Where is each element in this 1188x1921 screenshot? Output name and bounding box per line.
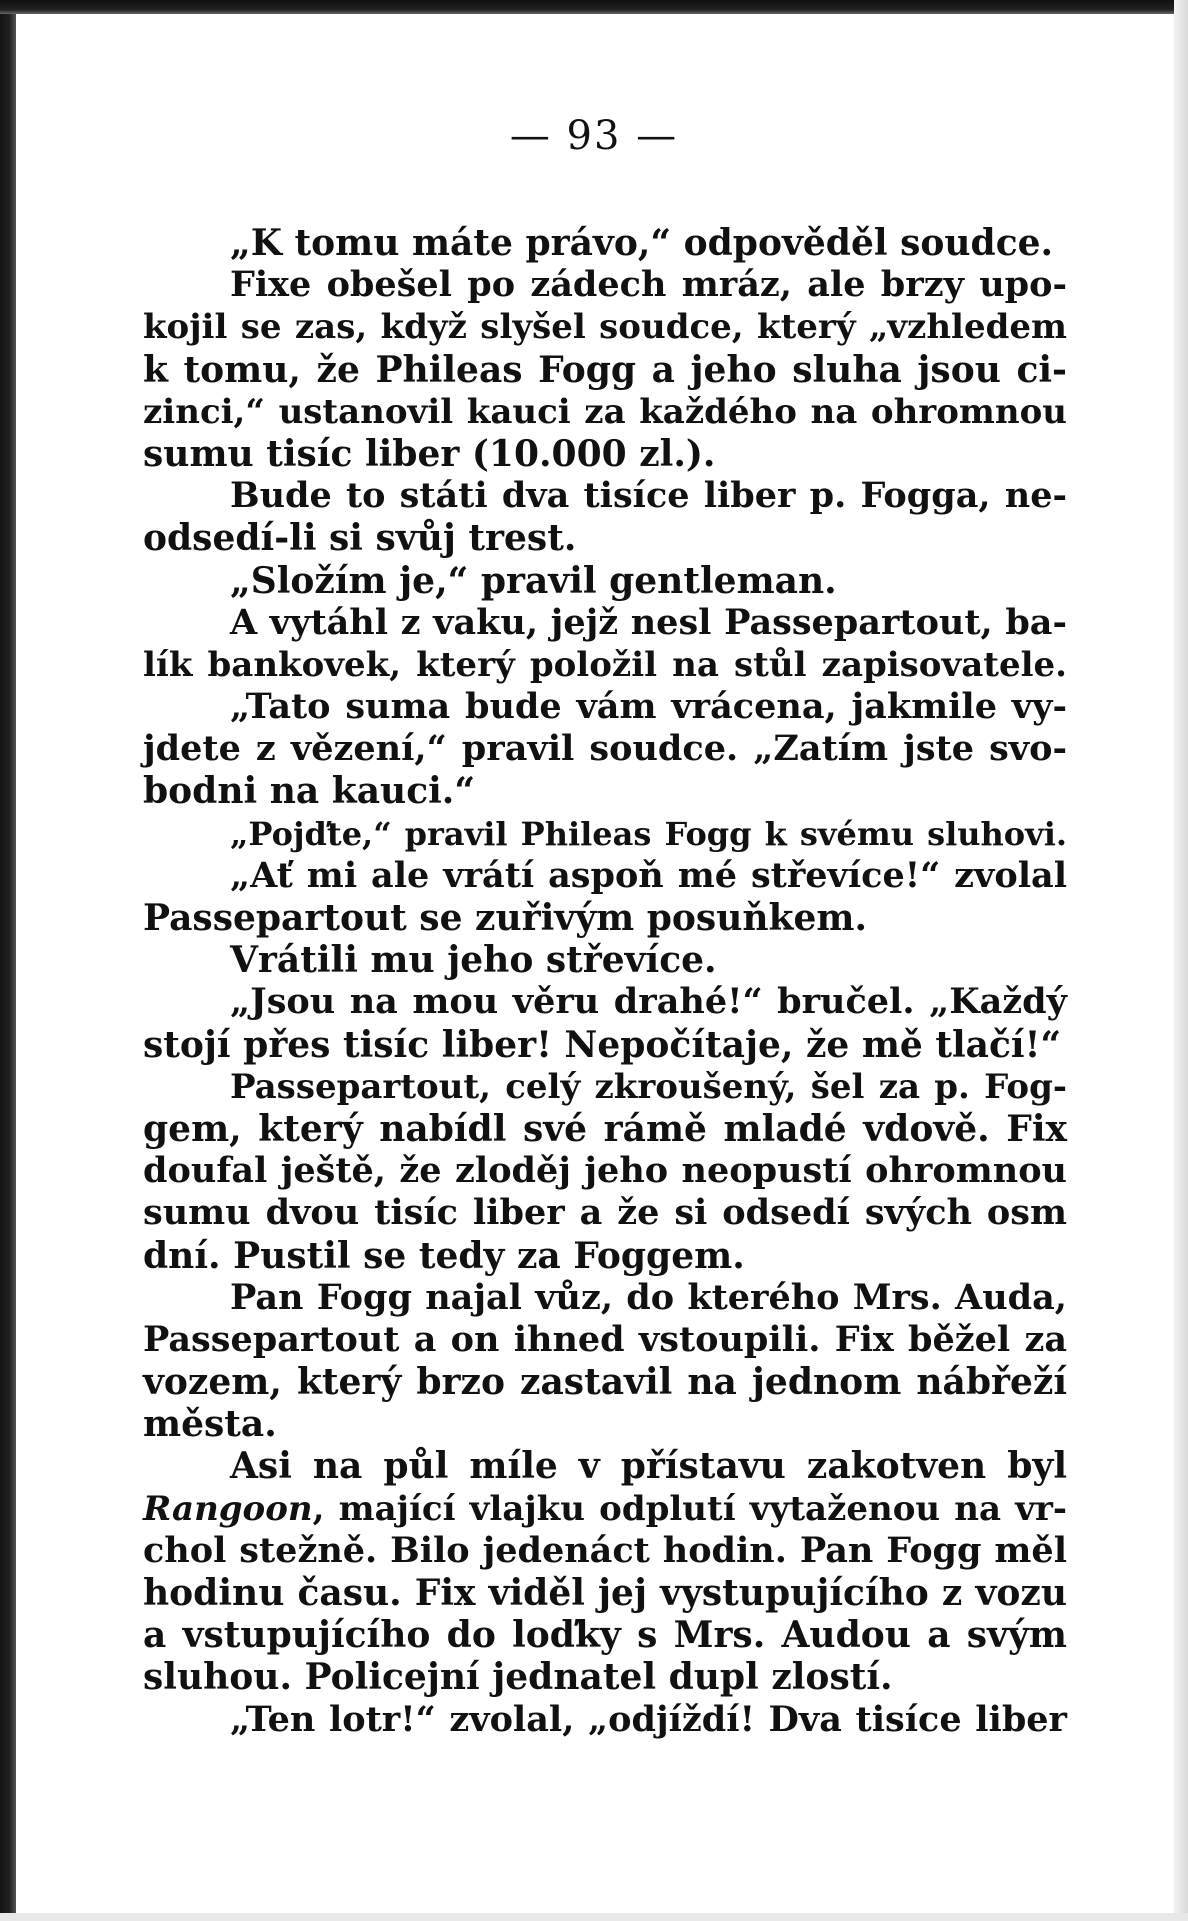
text-line: „K tomu máte právo,“ odpověděl soudce. bbox=[230, 222, 1054, 264]
text-line: Pan Fogg najal vůz, do kterého Mrs. Auda, bbox=[230, 1276, 1067, 1318]
text-line: Passepartout se zuřivým posuňkem. bbox=[143, 897, 868, 939]
text-line: Passepartout a on ihned vstoupili. Fix běžel za bbox=[143, 1318, 1067, 1360]
text-line: Bude to státi dva tisíce liber p. Fogga, ne- bbox=[230, 475, 1067, 517]
ship-name: Rangoon bbox=[143, 1488, 313, 1529]
body-text bbox=[143, 222, 1067, 1741]
page-number: — 93 — bbox=[509, 113, 679, 159]
text-line: Passepartout, celý zkroušený, šel za p. Fog- bbox=[230, 1066, 1067, 1107]
text-line: „Ten lotr!“ zvolal, „odjíždí! Dva tisíce liber bbox=[230, 1698, 1067, 1740]
text-line: „Jsou na mou věru drahé!“ bručel. „Každý bbox=[230, 981, 1067, 1023]
page-edge-right bbox=[1174, 0, 1188, 1921]
text-line: vozem, který brzo zastavil na jednom nábřeží bbox=[143, 1361, 1067, 1404]
text-line: „Tato suma bude vám vrácena, jakmile vy- bbox=[230, 686, 1067, 728]
text-line: „Složím je,“ pravil gentleman. bbox=[230, 559, 837, 602]
text-line: k tomu, že Phileas Fogg a jeho sluha jsou ci- bbox=[143, 348, 1067, 391]
text-line: Asi na půl míle v přístavu zakotven byl bbox=[230, 1445, 1067, 1488]
page-edge-top bbox=[0, 0, 1188, 14]
page-edge-bottom bbox=[0, 1913, 1188, 1921]
text-line: odsedí-li si svůj trest. bbox=[143, 517, 577, 560]
text-line: města. bbox=[143, 1403, 277, 1446]
text-line: kojil se zas, když slyšel soudce, který „vzhledem bbox=[143, 307, 1067, 348]
text-run: , mající vlajku odplutí vytaženou na vr- bbox=[312, 1488, 1067, 1529]
text-line: hodinu času. Fix viděl jej vystupujícího z vozu bbox=[143, 1572, 1067, 1614]
text-line: Fixe obešel po zádech mráz, ale brzy upo- bbox=[230, 264, 1067, 306]
text-line: doufal ještě, že zloděj jeho neopustí ohromnou bbox=[143, 1150, 1067, 1192]
text-line: chol stežně. Bilo jedenáct hodin. Pan Fogg měl bbox=[143, 1529, 1067, 1571]
text-line: „Ať mi ale vrátí aspoň mé střevíce!“ zvolal bbox=[230, 854, 1067, 896]
text-line: sumu tisíc liber (10.000 zl.). bbox=[143, 432, 716, 475]
text-line: Vrátili mu jeho střevíce. bbox=[230, 939, 717, 982]
page-edge-left bbox=[0, 0, 16, 1921]
text-line: zinci,“ ustanovil kauci za každého na ohromnou bbox=[143, 391, 1067, 432]
text-line bbox=[143, 1488, 1067, 1530]
text-line: a vstupujícího do loďky s Mrs. Audou a svým bbox=[143, 1614, 1067, 1657]
text-line: stojí přes tisíc liber! Nepočítaje, že mě tlačí!“ bbox=[143, 1023, 1062, 1066]
text-line: A vytáhl z vaku, jejž nesl Passepartout, ba- bbox=[230, 601, 1067, 643]
text-line: lík bankovek, který položil na stůl zapisovatele. bbox=[143, 644, 1067, 685]
text-line: „Pojďte,“ pravil Phileas Fogg k svému sluhovi. bbox=[230, 814, 1067, 853]
text-line: sumu dvou tisíc liber a že si odsedí svých osm bbox=[143, 1192, 1067, 1234]
text-line: gem, který nabídl své rámě mladé vdově. Fix bbox=[143, 1107, 1067, 1150]
text-line: bodni na kauci.“ bbox=[143, 770, 476, 813]
text-line: dní. Pustil se tedy za Foggem. bbox=[143, 1234, 745, 1277]
text-line: sluhou. Policejní jednatel dupl zlostí. bbox=[143, 1656, 893, 1699]
text-line: jdete z vězení,“ pravil soudce. „Zatím jste svo- bbox=[143, 728, 1067, 770]
